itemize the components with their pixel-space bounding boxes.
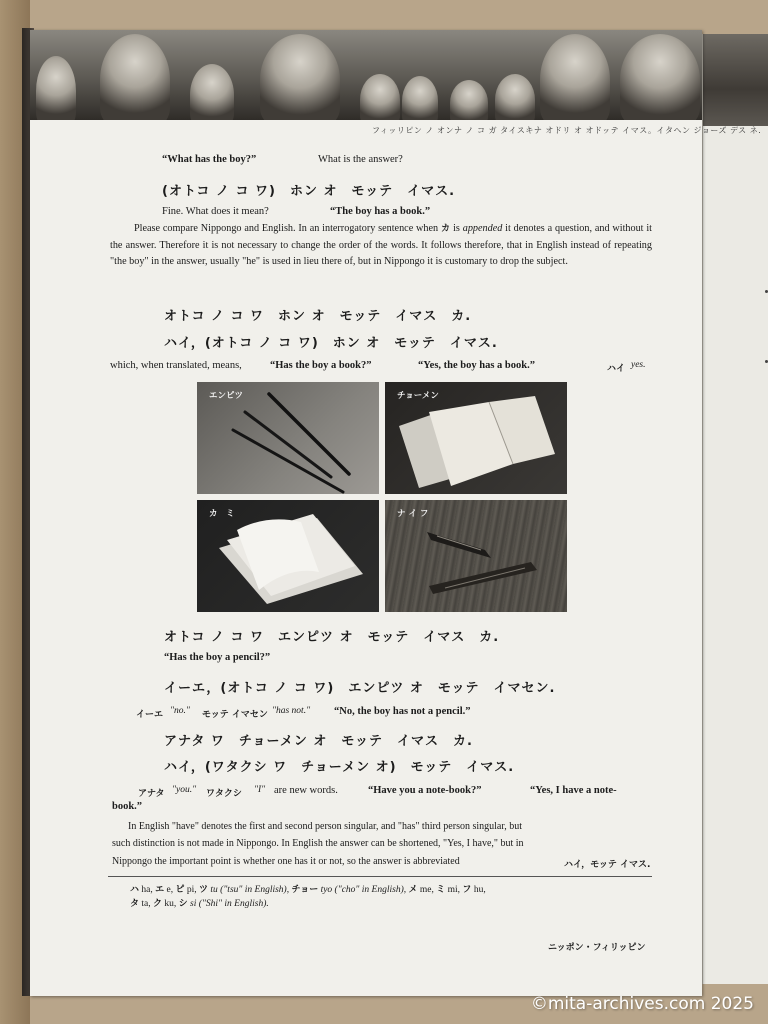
fn-roman: ha, — [141, 885, 153, 895]
fn-kana: エ — [155, 885, 165, 895]
question-1-tail: What is the answer? — [318, 154, 403, 165]
knife-label: ナ イ フ — [397, 509, 429, 519]
answer-1-en: “The boy has a book.” — [330, 206, 431, 217]
translated-question: “Has the boy a book?” — [270, 360, 372, 371]
para1-part: Please compare Nippongo and English. In an interrogatory sentence when — [134, 223, 441, 234]
paper-label: カ ミ — [209, 509, 235, 519]
child-figure — [540, 34, 610, 120]
fn-roman: me, — [419, 885, 434, 895]
question-1-en: “What has the boy?” — [162, 154, 257, 165]
explanation-paragraph-1 — [110, 221, 652, 271]
pencils-illustration — [197, 382, 379, 494]
child-figure — [450, 80, 488, 120]
iie-kana: イーエ — [136, 710, 164, 720]
answer-2-kana: ハイ，(オトコ ノ コ ワ) ホン オ モッテ イマス. — [164, 336, 498, 351]
pencil-photo — [197, 382, 379, 494]
hai-en: yes. — [631, 360, 646, 370]
watermark: ©mita-archives.com 2025 — [530, 994, 754, 1014]
para1-appended: appended — [462, 223, 503, 234]
fn-kana: ピ — [175, 885, 185, 895]
motte-imasen-kana: モッテ イマセン — [202, 710, 268, 720]
footnote-row-1 — [130, 882, 486, 895]
fn-roman: hu, — [473, 885, 486, 895]
explanation-2-line-2: such distinction is not made in Nippongo. In English the answer can be shortened, "Yes, I have," but in — [112, 838, 524, 849]
footnote-divider — [108, 876, 652, 877]
photo-caption: フィッリピン ノ オンナ ノ コ ガ タイスキナ オドリ オ オドッテ イマス。イタヘン ジョーズ デス ネ. — [372, 126, 762, 135]
question-2-kana: オトコ ノ コ ワ ホン オ モッテ イマス カ. — [164, 309, 472, 324]
question-4-kana: アナタ ワ チョーメン オ モッテ イマス カ. — [164, 734, 473, 749]
child-figure — [260, 34, 340, 120]
notebook-illustration — [385, 382, 567, 494]
question-4-en: “Have you a note-book?” — [368, 785, 482, 796]
knife-photo — [385, 500, 567, 612]
motte-imasen-en: "has not." — [272, 706, 311, 716]
ka-kana: カ — [440, 224, 451, 234]
notebook-label: チョーメン — [397, 391, 439, 401]
fn-roman: tyo ("cho" in English), — [320, 885, 407, 895]
child-figure — [190, 64, 234, 120]
child-figure — [360, 74, 400, 120]
paper-illustration — [197, 500, 379, 612]
running-footer: ニッポン・フィリッピン — [548, 943, 646, 953]
new-words-text: are new words. — [274, 785, 338, 796]
facing-page-photo — [703, 34, 768, 126]
anata-kana: アナタ — [138, 789, 165, 799]
fn-roman: e, — [166, 885, 174, 895]
children-photo — [30, 30, 702, 120]
fn-roman: tu ("tsu" in English), — [210, 885, 290, 895]
anata-en: "you." — [172, 785, 197, 795]
child-figure — [620, 34, 700, 120]
child-figure — [100, 34, 170, 120]
fn-kana: フ — [462, 885, 472, 895]
answer-4-en-cont: book.” — [112, 801, 143, 812]
question-3-kana: オトコ ノ コ ワ エンピツ オ モッテ イマス カ. — [164, 630, 500, 645]
translated-lead: which, when translated, means, — [110, 360, 242, 371]
footnote-row-2 — [130, 896, 269, 909]
fn-roman: si ("Shi" in English). — [190, 899, 269, 909]
translated-answer: “Yes, the boy has a book.” — [418, 360, 535, 371]
explanation-2-line-1: In English "have" denotes the first and second person singular, and "has" third person singular, but — [128, 821, 523, 832]
fn-kana: チョー — [291, 885, 319, 895]
para1-part: is — [450, 223, 463, 234]
knives-illustration — [385, 500, 567, 612]
answer-4-kana: ハイ，(ワタクシ ワ チョーメン オ) モッテ イマス. — [164, 760, 515, 775]
answer-3-en: “No, the boy has not a pencil.” — [334, 706, 471, 717]
iie-en: "no." — [170, 706, 190, 716]
fn-kana: ツ — [199, 885, 209, 895]
child-figure — [402, 76, 438, 120]
answer-1-kana: (オトコ ノ コ ワ) ホン オ モッテ イマス. — [162, 184, 456, 199]
para1-part: it denotes a question, and without it the answer. Therefore it is not necessary to change the order of the words. It follows therefore, that in English instead of repeating "the boy" in the answer, usually "he" is used in lieu there of, but in Nippongo it is customary to drop the subject. — [110, 223, 653, 267]
object-photo-grid — [197, 382, 565, 612]
fn-roman: mi, — [447, 885, 461, 895]
answer-3-kana: イーエ，(オトコ ノ コ ワ) エンピツ オ モッテ イマセン. — [164, 681, 556, 696]
explanation-2-line-3: Nippongo the important point is whether one has it or not, so the answer is abbreviated — [112, 856, 460, 867]
fine-line: Fine. What does it mean? — [162, 206, 269, 217]
fn-kana: タ — [130, 899, 140, 909]
child-figure — [495, 74, 535, 120]
notebook-photo — [385, 382, 567, 494]
paper-photo — [197, 500, 379, 612]
fn-kana: ク — [153, 899, 163, 909]
watakushi-en: "I" — [254, 785, 266, 795]
child-figure — [36, 56, 76, 120]
fn-kana: シ — [178, 899, 188, 909]
question-3-en: “Has the boy a pencil?” — [164, 652, 271, 663]
hai-kana: ハイ — [607, 364, 626, 374]
pencil-label: エンピツ — [209, 391, 244, 401]
answer-4-en: “Yes, I have a note- — [530, 785, 617, 796]
fn-kana: メ — [408, 885, 418, 895]
fn-kana: ハ — [130, 885, 140, 895]
fn-roman: ku, — [164, 899, 177, 909]
fn-roman: pi, — [186, 885, 197, 895]
watakushi-kana: ワタクシ — [206, 789, 242, 799]
facing-page — [702, 34, 768, 984]
fn-roman: ta, — [141, 899, 151, 909]
abbreviated-answer-kana: ハイ，モッテ イマス. — [564, 860, 651, 870]
fn-kana: ミ — [436, 885, 446, 895]
